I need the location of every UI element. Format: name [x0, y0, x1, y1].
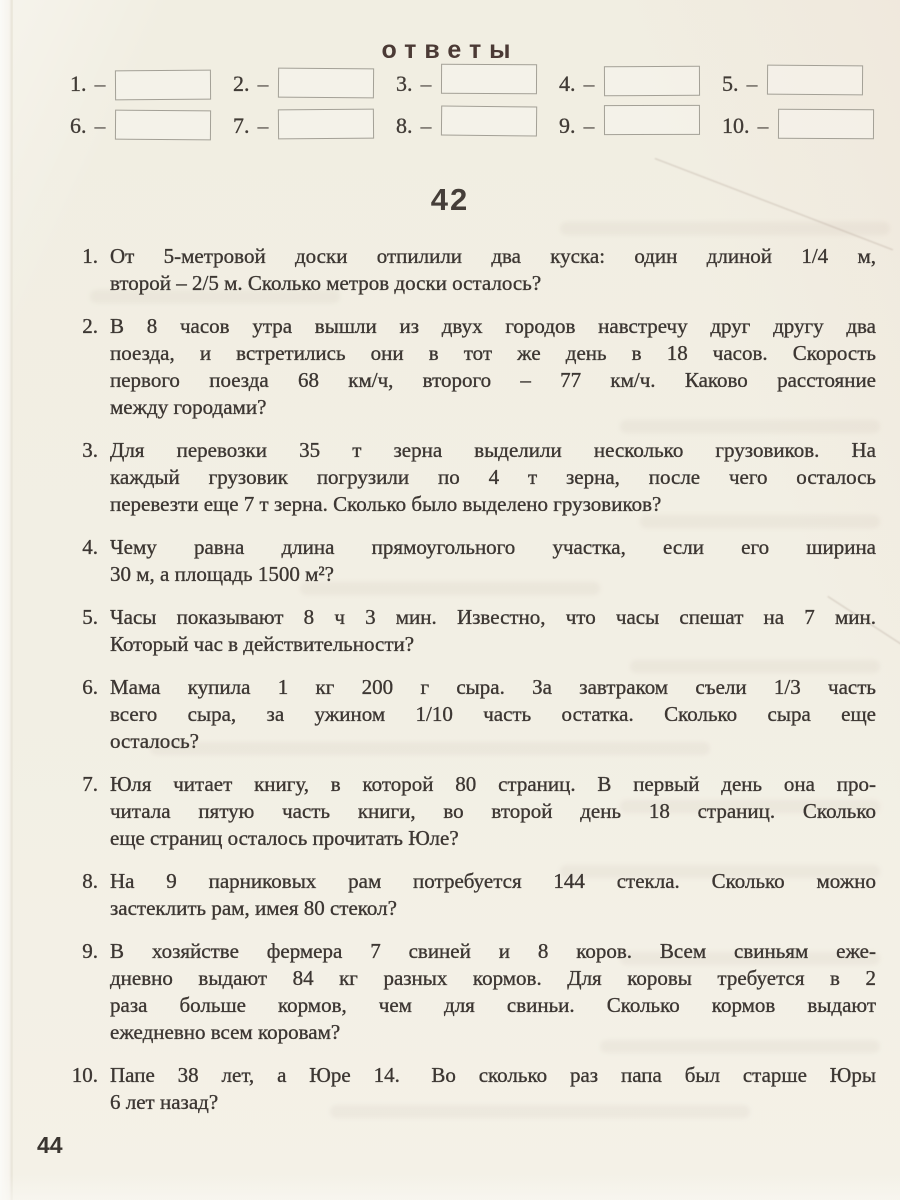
problem-number: 5.: [82, 605, 98, 629]
problem-number: 4.: [82, 535, 98, 559]
dash: –: [94, 113, 106, 138]
problem-number: 3.: [82, 438, 98, 462]
answer-number: 2.: [233, 71, 250, 96]
answer-cell-9: [559, 108, 722, 144]
problem-number: 6.: [82, 675, 98, 699]
answer-cell-5: [722, 66, 885, 102]
problem-text: Папе 38 лет, а Юре 14. Во сколько раз папа был старше Юры 6 лет назад?: [110, 1063, 876, 1114]
answer-number: 5.: [722, 71, 739, 96]
answer-number: 10.: [722, 113, 750, 138]
answer-box: [277, 68, 373, 99]
problem-text: Мама купила 1 кг 200 г сыра. За завтраком съели 1/3 часть всего сыра, за ужином 1/10 часть остатка. Сколько сыра еще осталось?: [110, 675, 876, 753]
answer-cell-2: [233, 66, 396, 102]
answer-cell-3: [396, 66, 559, 102]
problem-text: Юля читает книгу, в которой 80 страниц. В первый день она про- читала пятую часть книги, во второй день 18 страниц. Сколько еще страниц осталось прочитать Юле?: [110, 772, 876, 850]
answer-cell-10: [722, 108, 885, 144]
dash: –: [420, 113, 432, 138]
problem-1: [64, 243, 876, 297]
dash: –: [420, 71, 432, 96]
section-number: 42: [430, 182, 470, 217]
answer-number: 7.: [233, 113, 250, 138]
answer-box: [440, 105, 536, 136]
answer-box: [114, 70, 210, 101]
answer-box: [277, 109, 373, 140]
answer-cell-8: [396, 108, 559, 144]
dash: –: [746, 71, 758, 96]
problem-number: 1.: [82, 244, 98, 268]
problem-number: 2.: [82, 314, 98, 338]
problem-text: В 8 часов утра вышли из двух городов навстречу друг другу два поезда, и встретились они в тот же день в 18 часов. Скорость первого поезда 68 км/ч, второго – 77 км/ч. Каково расстояние между городами?: [110, 314, 876, 419]
dash: –: [583, 71, 595, 96]
problems-list: [64, 243, 876, 1132]
answers-title: ответы: [381, 36, 519, 64]
problem-5: [64, 604, 876, 658]
problem-text: На 9 парниковых рам потребуется 144 стекла. Сколько можно застеклить рам, имея 80 стекол?: [110, 869, 876, 920]
dash: –: [583, 113, 595, 138]
problem-number: 9.: [82, 939, 98, 963]
answer-number: 6.: [70, 113, 87, 138]
answer-box: [766, 65, 862, 96]
problem-10: [64, 1062, 876, 1116]
problem-2: [64, 313, 876, 421]
answer-number: 9.: [559, 113, 576, 138]
problem-9: [64, 938, 876, 1046]
answer-number: 4.: [559, 71, 576, 96]
problem-number: 7.: [82, 772, 98, 796]
answers-row-2: [0, 108, 900, 144]
answer-box: [603, 105, 699, 135]
answer-cell-6: [70, 108, 233, 144]
problem-3: [64, 437, 876, 518]
problem-text: Чему равна длина прямоугольного участка, если его ширина 30 м, а площадь 1500 м²?: [110, 535, 876, 586]
problem-8: [64, 868, 876, 922]
dash: –: [94, 71, 106, 96]
scan-bottom-fade: [0, 1174, 900, 1200]
problem-6: [64, 674, 876, 755]
problem-text: Для перевозки 35 т зерна выделили несколько грузовиков. На каждый грузовик погрузили по 4 т зерна, после чего осталось перевезти еще 7 т зерна. Сколько было выделено грузовиков?: [110, 438, 876, 516]
problem-4: [64, 534, 876, 588]
dash: –: [257, 71, 269, 96]
problem-number: 10.: [71, 1063, 98, 1087]
problem-number: 8.: [82, 869, 98, 893]
answer-number: 1.: [70, 71, 87, 96]
answer-cell-4: [559, 66, 722, 102]
answer-box: [114, 110, 210, 141]
page-number: 44: [37, 1132, 63, 1158]
problem-text: Часы показывают 8 ч 3 мин. Известно, что часы спешат на 7 мин. Который час в действительности?: [110, 605, 876, 656]
answer-box: [777, 109, 873, 140]
answer-cell-1: [70, 66, 233, 102]
page-edge-strip: [0, 0, 13, 1200]
dash: –: [257, 113, 269, 138]
problem-7: [64, 771, 876, 852]
dash: –: [757, 113, 769, 138]
answer-box: [440, 64, 536, 95]
answer-number: 3.: [396, 71, 413, 96]
answer-number: 8.: [396, 113, 413, 138]
problem-text: В хозяйстве фермера 7 свиней и 8 коров. Всем свиньям еже- дневно выдают 84 кг разных кормов. Для коровы требуется в 2 раза больше кормов, чем для свиньи. Сколько кормов выдают ежедневно всем коровам?: [110, 939, 876, 1044]
answers-row-1: [0, 66, 900, 102]
answer-box: [603, 66, 699, 97]
answer-cell-7: [233, 108, 396, 144]
problem-text: От 5-метровой доски отпилили два куска: один длиной 1/4 м, второй – 2/5 м. Сколько метров доски осталось?: [110, 244, 876, 295]
